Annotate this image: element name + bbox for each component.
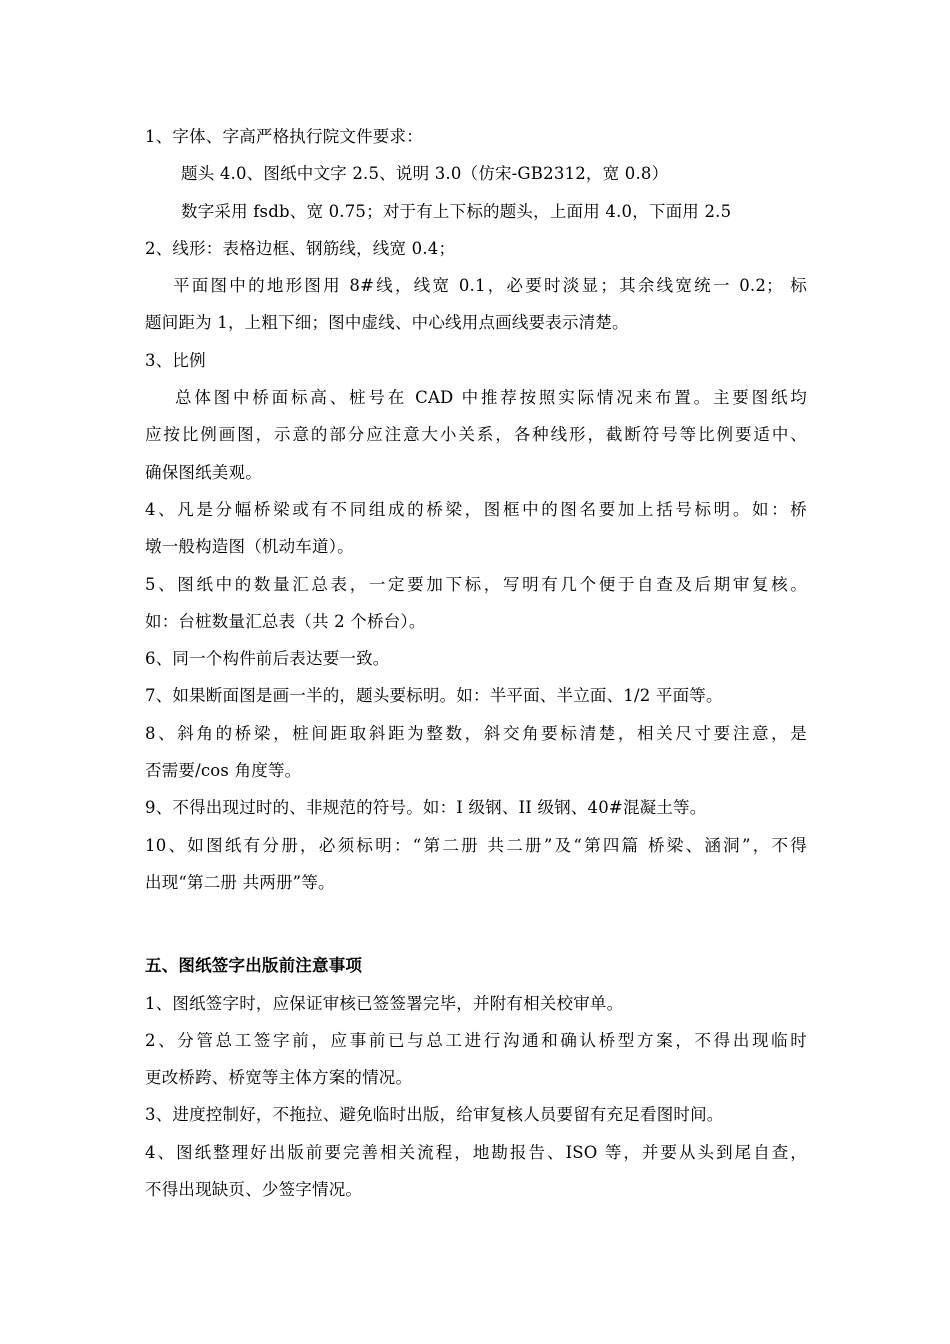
paragraph-item-5-line-2: 如：台桩数量汇总表（共 2 个桥台）。 (145, 611, 426, 631)
section-5-heading: 五、图纸签字出版前注意事项 (145, 956, 363, 976)
paragraph-item-6: 6、同一个构件前后表达要一致。 (145, 649, 390, 669)
paragraph-item-9: 9、不得出现过时的、非规范的符号。如：I 级钢、II 级钢、40#混凝土等。 (145, 798, 707, 818)
section-5-item-1: 1、图纸签字时，应保证审核已签签署完毕，并附有相关校审单。 (145, 993, 624, 1013)
document-body (145, 118, 807, 1208)
paragraph-item-1-sub-1: 题头 4.0、图纸中文字 2.5、说明 3.0（仿宋-GB2312，宽 0.8） (181, 164, 669, 184)
paragraph-item-1: 1、字体、字高严格执行院文件要求： (145, 127, 423, 146)
paragraph-item-3-line-1: 总体图中桥面标高、桩号在 CAD 中推荐按照实际情况来布置。主要图纸均 (175, 388, 807, 408)
section-5-item-2-line-2: 更改桥跨、桥宽等主体方案的情况。 (145, 1068, 413, 1088)
paragraph-item-5-line-1: 5、图纸中的数量汇总表，一定要加下标，写明有几个便于自查及后期审复核。 (145, 574, 807, 594)
paragraph-item-4-line-2: 墩一般构造图（机动车道）。 (145, 537, 354, 557)
paragraph-item-2: 2、线形：表格边框、钢筋线，线宽 0.4； (145, 238, 456, 258)
paragraph-item-8-line-2: 否需要/cos 角度等。 (145, 761, 302, 781)
paragraph-item-1-sub-2: 数字采用 fsdb、宽 0.75；对于有上下标的题头，上面用 4.0，下面用 2.5 (181, 201, 732, 221)
section-5-item-4-line-1: 4、图纸整理好出版前要完善相关流程，地勘报告、ISO 等，并要从头到尾自查， (145, 1142, 807, 1162)
section-spacer (145, 901, 807, 947)
paragraph-item-2-line-1: 平面图中的地形图用 8#线，线宽 0.1，必要时淡显；其余线宽统一 0.2； 标 (173, 276, 807, 296)
paragraph-item-7: 7、如果断面图是画一半的，题头要标明。如：半平面、半立面、1/2 平面等。 (145, 686, 723, 706)
section-5-item-4-line-2: 不得出现缺页、少签字情况。 (145, 1180, 363, 1200)
paragraph-item-3: 3、比例 (145, 350, 206, 370)
paragraph-item-10-line-1: 10、如图纸有分册，必须标明：“第二册 共二册”及“第四篇 桥梁、涵洞”，不得 (145, 835, 807, 855)
paragraph-item-3-line-2: 应按比例画图，示意的部分应注意大小关系，各种线形，截断符号等比例要适中、 (145, 425, 807, 445)
paragraph-item-8-line-1: 8、斜角的桥梁，桩间距取斜距为整数，斜交角要标清楚，相关尺寸要注意，是 (145, 723, 807, 743)
paragraph-item-10-line-2: 出现“第二册 共两册”等。 (145, 872, 335, 892)
section-5-item-3: 3、进度控制好，不拖拉、避免临时出版，给审复核人员要留有充足看图时间。 (145, 1105, 724, 1125)
paragraph-item-3-line-3: 确保图纸美观。 (145, 462, 262, 482)
section-5-item-2-line-1: 2、分管总工签字前，应事前已与总工进行沟通和确认桥型方案，不得出现临时 (145, 1030, 807, 1050)
paragraph-item-2-line-2: 题间距为 1，上粗下细；图中虚线、中心线用点画线要表示清楚。 (145, 313, 629, 333)
paragraph-item-4-line-1: 4、凡是分幅桥梁或有不同组成的桥梁，图框中的图名要加上括号标明。如：桥 (145, 499, 807, 519)
